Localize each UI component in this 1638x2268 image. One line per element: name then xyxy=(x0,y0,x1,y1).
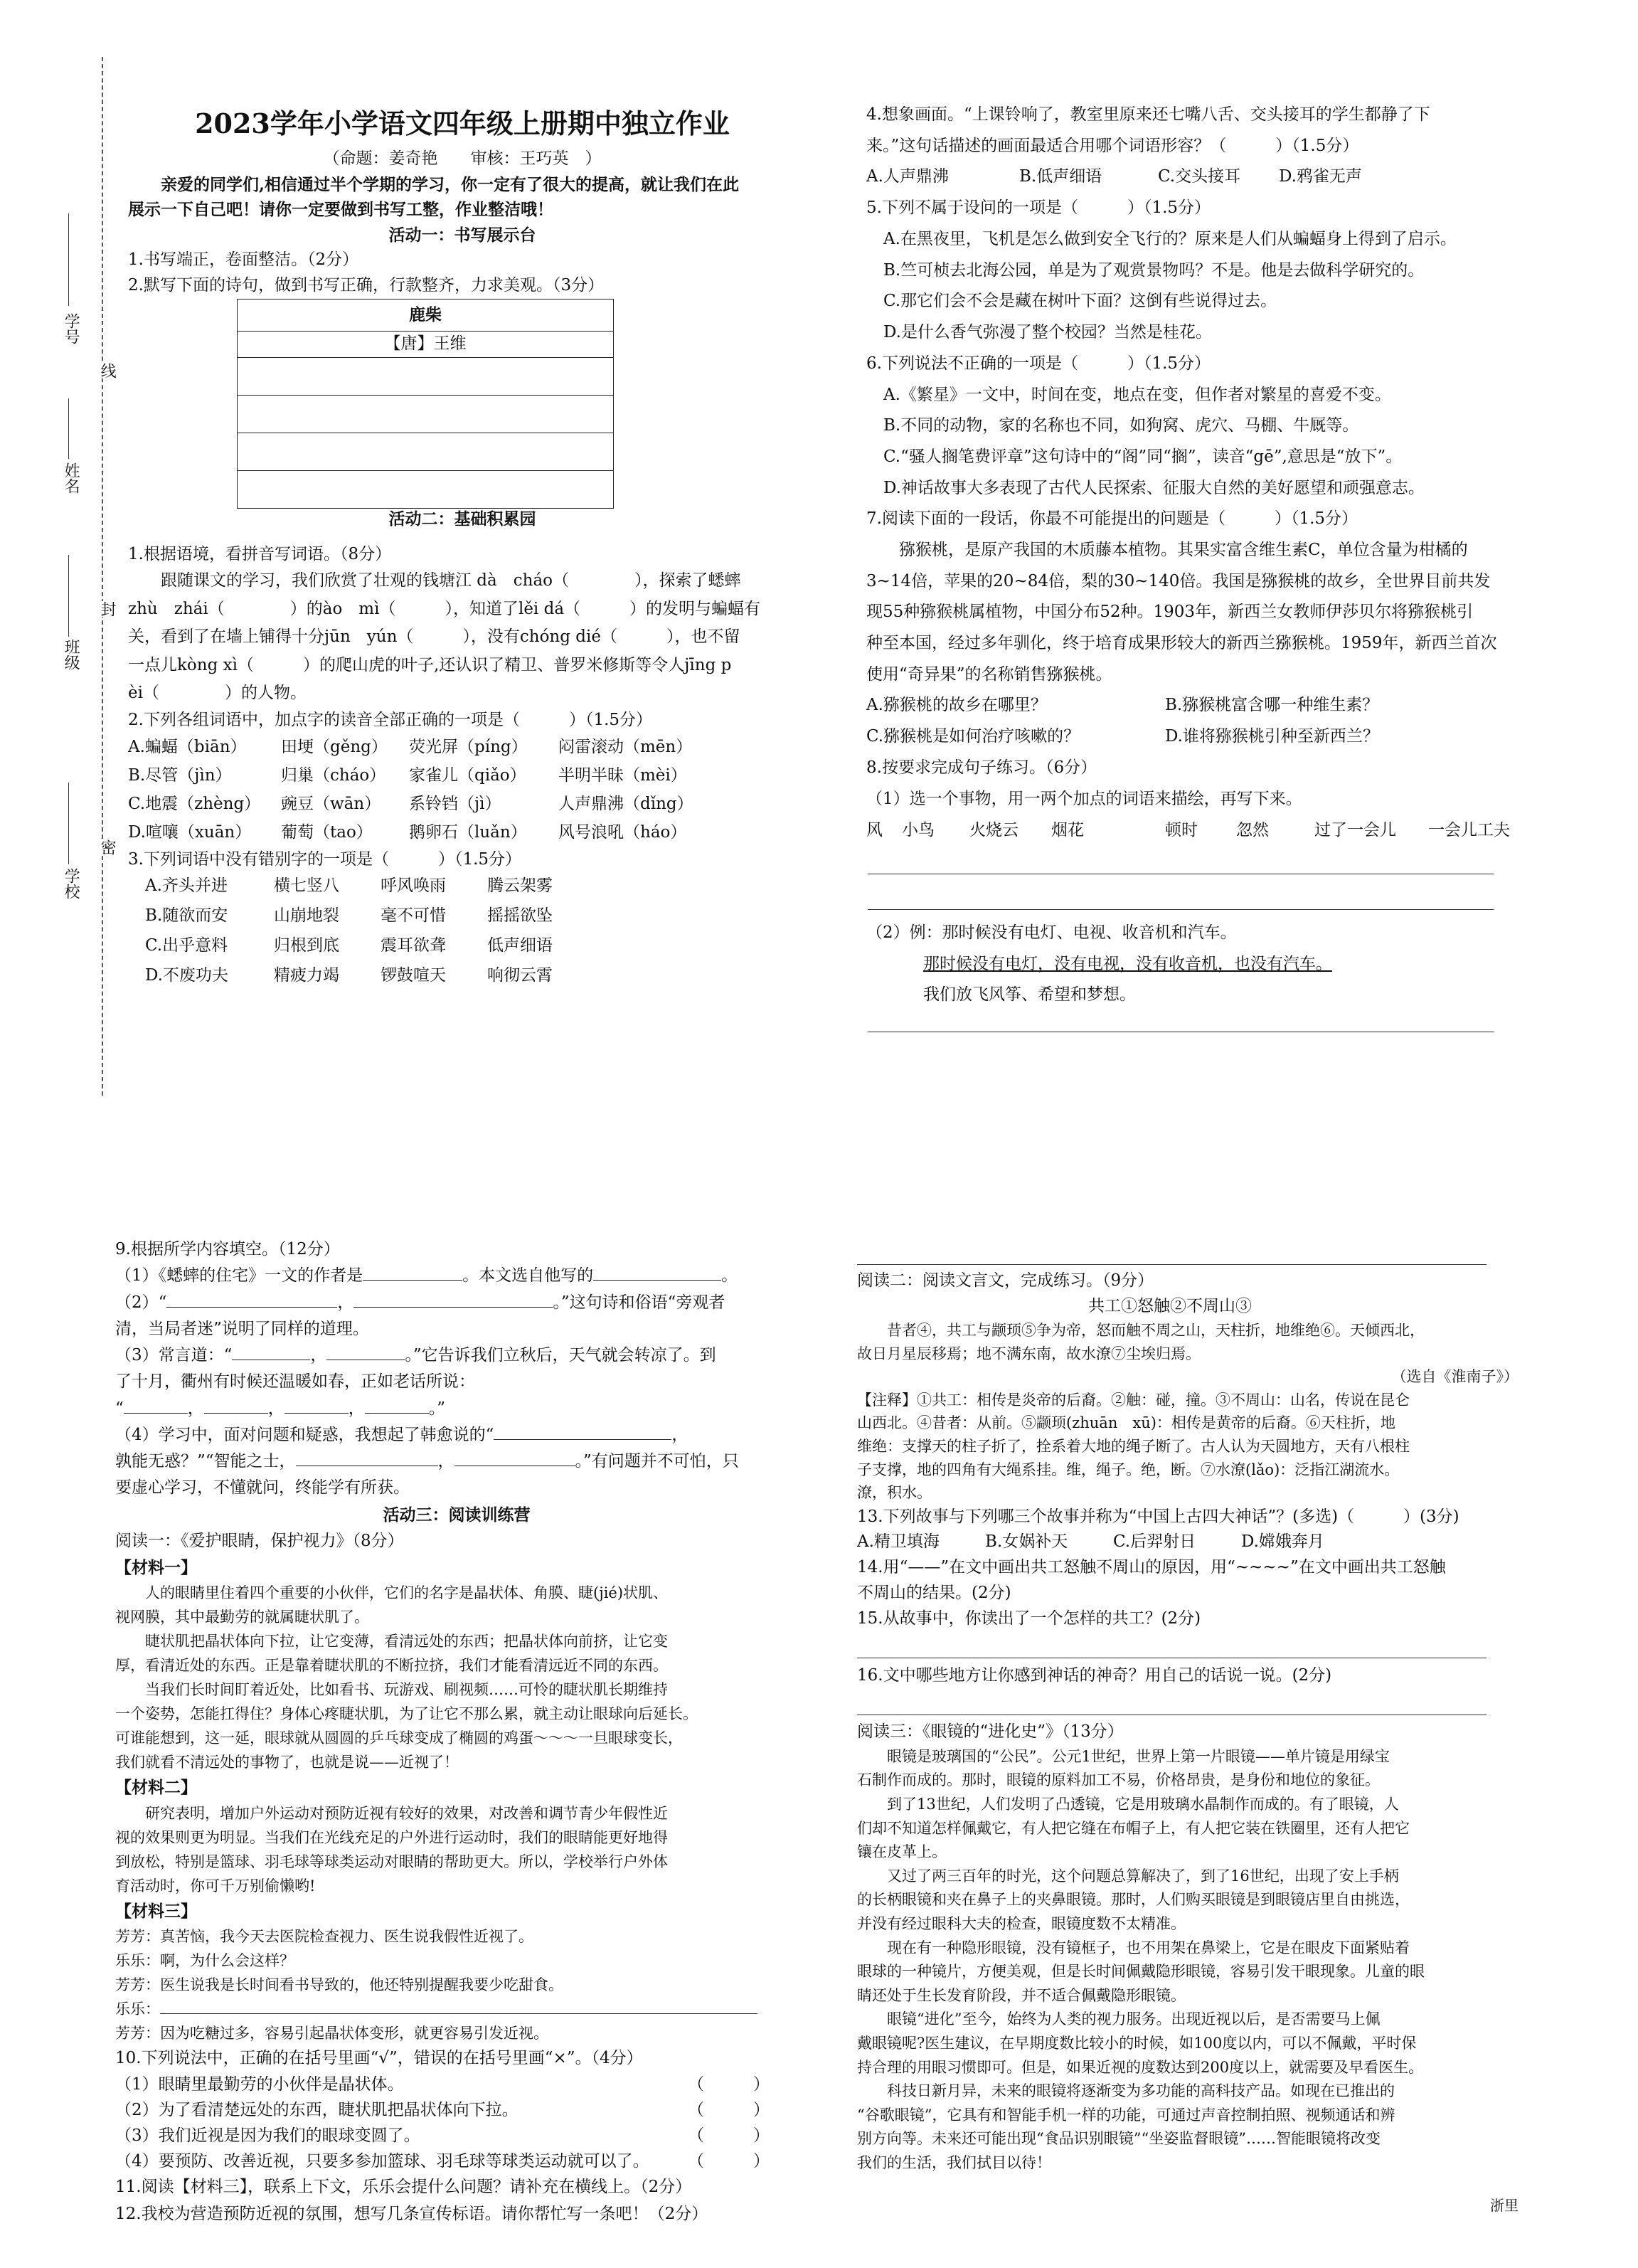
material-2-label: 【材料二】 xyxy=(115,1778,197,1798)
material-line: 研究表明，增加户外运动对预防近视有较好的效果，对改善和调节青少年假性近 xyxy=(145,1804,668,1822)
option-word: 半明半昧（mèi） xyxy=(558,765,687,785)
kiwi-passage-line: 现55种猕猴桃属植物，中国分布52种。1903年，新西兰女教师伊莎贝尔将猕猴桃引 xyxy=(866,603,1474,622)
answer-line[interactable] xyxy=(868,909,1494,910)
option-word: 风号浪吼（háo） xyxy=(558,822,687,842)
passage-line: “谷歌眼镜”，它具有和智能手机一样的功能，可通过声音控制拍照、视频通话和辨 xyxy=(857,2106,1395,2124)
classical-text-source: （选自《淮南子》） xyxy=(1391,1368,1519,1386)
passage-line: 我们的生活，我们拭目以待！ xyxy=(857,2153,1051,2171)
fill-blank[interactable] xyxy=(160,2001,757,2014)
question-1: 1.书写端正，卷面整洁。（2分） xyxy=(128,250,359,270)
section-heading-2: 活动二：基础积累园 xyxy=(388,509,536,529)
material-2 xyxy=(115,1801,798,1898)
dialogue-line: 芳芳：真苦恼，我今天去医院检查视力、医生说我假性近视了。 xyxy=(115,1927,533,1945)
annotation-line: 维绝：支撑天的柱子折了，拴系着大地的绳子断了。古人认为天圆地方，天有八根柱 xyxy=(857,1438,1410,1456)
kiwi-passage-line: 猕猴桃，是原产我国的木质藤本植物。其果实富含维生素C，单位含量为柑橘的 xyxy=(899,540,1468,559)
option-a[interactable]: A.人声鼎沸 xyxy=(866,167,949,186)
passage-line: 眼镜是玻璃国的“公民”。公元1世纪，世界上第一片眼镜——单片镜是用绿宝 xyxy=(887,1747,1390,1765)
intro-line-1: 亲爱的同学们,相信通过半个学期的学习，你一定有了很大的提高，就让我们在此 xyxy=(161,174,740,194)
question-14-line-1: 14.用“——”在文中画出共工怒触不周山的原因，用“~~~~”在文中画出共工怒触 xyxy=(857,1558,1446,1577)
annotation xyxy=(857,1389,1533,1505)
option-word: 田埂（gěng） xyxy=(281,737,388,756)
word-item: 烟花 xyxy=(1051,820,1084,839)
classical-text-title: 共工①怒触②不周山③ xyxy=(1088,1296,1252,1315)
option-c[interactable]: C.地震（zhèng） xyxy=(128,794,261,813)
fill-blank[interactable] xyxy=(363,1264,462,1281)
pinyin-line: zhù zhái（ ）的ào mì（ ），知道了lěi dá（ ）的发明与蝙蝠有 xyxy=(128,599,761,618)
option-word: 葡萄（tao） xyxy=(281,822,373,842)
option-a[interactable]: A.齐头并进 xyxy=(145,876,228,896)
option-row xyxy=(128,790,797,819)
material-line: 视网膜，其中最勤劳的就属睫状肌了。 xyxy=(115,1609,369,1626)
section-2 xyxy=(128,507,797,992)
option-row xyxy=(128,902,797,932)
q9-text: 要虚心学习，不懂就问，终能学有所获。 xyxy=(115,1478,410,1498)
q9-text: 。”它告诉我们立秋后，天气就会转凉了。到 xyxy=(405,1346,716,1364)
classical-text-line: 昔者④，共工与颛顼⑤争为帝，怒而触不周之山，天柱折，地维绝⑥。天倾西北， xyxy=(887,1322,1425,1340)
option-b[interactable]: B.竺可桢去北海公园，单是为了观赏景物吗？不是。他是去做科学研究的。 xyxy=(883,260,1425,280)
material-line: 到放松，特别是篮球、羽毛球等球类运动对眼睛的帮助更大。所以，学校举行户外体 xyxy=(115,1853,668,1870)
s2-question-2: 2.下列各组词语中，加点字的读音全部正确的一项是（ ）（1.5分） xyxy=(128,711,653,730)
margin-blank-xingming xyxy=(68,398,69,459)
option-d[interactable]: D.不废功夫 xyxy=(145,966,228,985)
q9-text: （4）学习中，面对问题和疑惑，我想起了韩愈说的“ xyxy=(115,1425,494,1444)
option-row xyxy=(128,962,797,992)
option-c[interactable]: C.那它们会不会是藏在树叶下面？这倒有些说得过去。 xyxy=(883,292,1277,311)
fill-blank[interactable] xyxy=(494,1424,671,1440)
option-b[interactable]: B.女娲补天 xyxy=(985,1532,1068,1552)
annotation-line: 潦，积水。 xyxy=(857,1484,932,1502)
material-3 xyxy=(115,1924,798,2045)
passage-line: 眼球的一种镜片，方便美观，但是长时间佩戴隐形眼镜，容易引发干眼现象。儿童的眼 xyxy=(857,1963,1425,1981)
option-word: 归根到底 xyxy=(274,936,339,955)
q9-text: ， xyxy=(310,1346,327,1364)
option-b[interactable]: B.低声细语 xyxy=(1019,167,1102,186)
passage-line: 戴眼镜呢?医生建议，在早期度数比较小的时候，如100度以内，可以不佩戴，平时保 xyxy=(857,2034,1417,2052)
pinyin-line: 一点儿kòng xì（ ）的爬山虎的叶子,还认识了精卫、普罗米修斯等令人jīng p xyxy=(128,655,732,674)
q8-word-bank xyxy=(866,815,1578,847)
s2-question-1: 1.根据语境，看拼音写词语。（8分） xyxy=(128,544,392,563)
margin-label-xuehao: 学号 xyxy=(62,313,80,344)
reading-3-title: 阅读三：《眼镜的“进化史”》（13分） xyxy=(857,1722,1124,1741)
option-c[interactable]: C.后羿射日 xyxy=(1113,1532,1196,1552)
option-b[interactable]: B.不同的动物，家的名称也不同，如狗窝、虎穴、马棚、牛厩等。 xyxy=(883,416,1359,435)
q9-text: 了十月，衢州有时候还温暖如春，正如老话所说： xyxy=(115,1372,475,1392)
fill-blank[interactable] xyxy=(454,1450,575,1466)
judge-item: （3）我们近视是因为我们的眼球变圆了。 xyxy=(115,2126,420,2146)
question-4-line-1: 4.想象画面。“上课铃响了，教室里原来还七嘴八舌、交头接耳的学生都静了下 xyxy=(866,105,1430,124)
option-d[interactable]: D.鸦雀无声 xyxy=(1279,167,1362,186)
passage-line: 们却不知道怎样佩戴它，有人把它缝在布帽子上，有人把它装在铁圈里，还有人把它 xyxy=(857,1819,1410,1837)
q2-options xyxy=(128,733,797,847)
fill-blank[interactable] xyxy=(232,1344,310,1360)
word-item: 小鸟 xyxy=(902,820,935,839)
option-a[interactable]: A.蝙蝠（biān） xyxy=(128,737,247,756)
question-4-line-2: 来。”这句话描述的画面最适合用哪个词语形容？（ ）（1.5分） xyxy=(866,136,1359,155)
word-item: 忽然 xyxy=(1236,820,1269,839)
poem-title: 鹿柴 xyxy=(238,300,614,332)
option-word: 腾云架雾 xyxy=(487,876,553,896)
judge-row xyxy=(115,2148,798,2174)
passage-line: 别方向等。未来还可能出现“食品识别眼镜”“坐姿监督眼镜”……智能眼镜将改变 xyxy=(857,2130,1381,2148)
poem-line-blank[interactable] xyxy=(238,358,614,396)
q7-options-row xyxy=(866,690,1578,721)
option-d[interactable]: D.是什么香气弥漫了整个校园？当然是桂花。 xyxy=(883,323,1212,342)
question-6: 6.下列说法不正确的一项是（ ）（1.5分） xyxy=(866,354,1211,373)
section-heading-3: 活动三：阅读训练营 xyxy=(383,1505,531,1525)
option-c[interactable]: C.“骚人搁笔费评章”这句诗中的“阁”同“搁”，读音“gē”,意思是“放下”。 xyxy=(883,447,1403,466)
poem-line-blank[interactable] xyxy=(238,396,614,433)
material-line: 当我们长时间盯着近处，比如看书、玩游戏、刷视频……可怜的睫状肌长期维持 xyxy=(145,1681,668,1699)
option-word: 归巢（cháo） xyxy=(281,765,386,785)
answer-bracket[interactable]: （ ） xyxy=(688,2101,770,2120)
question-10: 10.下列说法中，正确的在括号里画“√”，错误的在括号里画“×”。（4分） xyxy=(115,2049,643,2068)
q8-sentence: 我们放飞风筝、希望和梦想。 xyxy=(923,985,1136,1005)
q9-item-3-blanks: “ ， ， ， 。” xyxy=(115,1396,798,1422)
question-15: 15.从故事中，你读出了一个怎样的共工？(2分) xyxy=(857,1609,1201,1628)
dialogue-line: 芳芳：医生说我是长时间看书导致的，他还特别提醒我要少吃甜食。 xyxy=(115,1976,563,1993)
passage-line: 又过了两三百年的时光，这个问题总算解决了，到了16世纪，出现了安上手柄 xyxy=(887,1867,1399,1885)
passage-line: 到了13世纪，人们发明了凸透镜，它是用玻璃水晶制作而成的。有了眼镜，人 xyxy=(887,1795,1399,1813)
option-a[interactable]: A.精卫填海 xyxy=(857,1532,940,1552)
option-d[interactable]: D.喧嚷（xuān） xyxy=(128,822,252,842)
kiwi-passage-line: 种至本国，经过多年驯化，终于培育成果形较大的新西兰猕猴桃。1959年，新西兰首次 xyxy=(866,634,1497,652)
material-line: 人的眼睛里住着四个重要的小伙伴，它们的名字是晶状体、角膜、睫(jié)状肌、 xyxy=(145,1584,669,1602)
passage-line: 现在有一种隐形眼镜，没有镜框子，也不用架在鼻梁上，它是在眼皮下面紧贴着 xyxy=(887,1939,1410,1956)
word-item: 火烧云 xyxy=(969,820,1019,839)
kiwi-passage-line: 3~14倍，苹果的20~84倍，梨的30~140倍。我国是猕猴桃的故乡，全世界目前共发 xyxy=(866,571,1491,590)
q9-text: 清，当局者迷”说明了同样的道理。 xyxy=(115,1319,369,1338)
q9-item-4 xyxy=(115,1422,798,1448)
intro-line-2: 展示一下自己吧！请你一定要做到书写工整，作业整洁哦！ xyxy=(128,200,553,220)
option-word: 鹅卵石（luǎn） xyxy=(409,822,527,842)
margin-label-xingming: 姓名 xyxy=(62,462,80,494)
fill-blank[interactable] xyxy=(204,1397,268,1414)
q13-options xyxy=(857,1530,1533,1555)
option-d[interactable]: D.嫦娥奔月 xyxy=(1241,1532,1324,1552)
option-row xyxy=(128,762,797,790)
fill-blank[interactable] xyxy=(284,1397,349,1414)
option-c[interactable]: C.出乎意料 xyxy=(145,936,228,955)
q9-text: （2）“ xyxy=(115,1293,167,1312)
question-7: 7.阅读下面的一段话，你最不可能提出的问题是（ ）（1.5分） xyxy=(866,509,1358,529)
judge-item: （2）为了看清楚远处的东西，睫状肌把晶状体向下拉。 xyxy=(115,2101,518,2120)
q9-text: 。”这句诗和俗语“旁观者 xyxy=(553,1293,725,1312)
option-row xyxy=(128,819,797,847)
q9-item-2 xyxy=(115,1290,798,1316)
section-heading-1: 活动一：书写展示台 xyxy=(388,225,536,245)
q9-text: 。”有问题并不可怕，只 xyxy=(575,1452,739,1471)
question-9: 9.根据所学内容填空。（12分） xyxy=(115,1240,340,1258)
reading-2-title: 阅读二：阅读文言文，完成练习。（9分） xyxy=(857,1271,1154,1290)
q9-text: （3）常言道：“ xyxy=(115,1346,233,1364)
dialogue-line: 芳芳：因为吃糖过多，容易引起晶状体变形，就更容易引发近视。 xyxy=(115,2025,548,2042)
option-word: 低声细语 xyxy=(487,936,553,955)
answer-bracket[interactable]: （ ） xyxy=(688,2075,770,2094)
question-2: 2.默写下面的诗句，做到书写正确，行款整齐，力求美观。（3分） xyxy=(128,276,605,295)
q8-example: （2）例：那时候没有电灯、电视、收音机和汽车。 xyxy=(866,923,1237,942)
word-item: 顿时 xyxy=(1165,820,1198,839)
classical-text-line: 故日月星辰移焉；地不满东南，故水潦⑦尘埃归焉。 xyxy=(857,1345,1201,1362)
option-word: 摇摇欲坠 xyxy=(487,906,553,926)
dialogue-line: 乐乐：啊，为什么会这样？ xyxy=(115,1951,294,1969)
q9-item-4b xyxy=(115,1448,798,1475)
fill-blank[interactable] xyxy=(353,1291,553,1308)
material-3-label: 【材料三】 xyxy=(115,1901,197,1921)
annotation-line: 山西北。④昔者：从前。⑤颛顼(zhuān xū)：相传是黄帝的后裔。⑥天柱折，地 xyxy=(857,1414,1395,1432)
question-12: 12.我校为营造预防近视的氛围，想写几条宣传标语。请你帮忙写一条吧！（2分） xyxy=(115,2204,708,2223)
passage-line: 持合理的用眼习惯即可。但是，如果近视的度数达到200度以上，就需要及早看医生。 xyxy=(857,2058,1424,2076)
option-word: 系铃铛（jì） xyxy=(409,794,501,813)
option-word: 毫不可惜 xyxy=(381,906,446,926)
page-title: 2023学年小学语文四年级上册期中独立作业 xyxy=(195,107,730,139)
option-b[interactable]: B.随欲而安 xyxy=(145,906,228,926)
answer-line[interactable] xyxy=(857,1264,1487,1265)
option-word: 闷雷滚动（mēn） xyxy=(558,737,693,756)
passage-line: 石制作而成的。那时，眼镜的原料加工不易，价格昂贵，是身份和地位的象征。 xyxy=(857,1771,1380,1789)
kiwi-passage-line: 使用“奇异果”的名称销售猕猴桃。 xyxy=(866,664,1112,684)
material-line: 视的效果则更为明显。当我们在光线充足的户外进行运动时，我们的眼睛能更好地得 xyxy=(115,1828,668,1846)
passage-line: 科技日新月异，未来的眼镜将逐渐变为多功能的高科技产品。如现在已推出的 xyxy=(887,2082,1395,2100)
reading-3 xyxy=(857,1719,1533,2175)
q4-options xyxy=(866,161,1578,193)
glasses-passage xyxy=(857,1745,1533,2176)
judge-row xyxy=(115,2072,798,2097)
bottom-right-column-2 xyxy=(857,1663,1533,1689)
fill-blank[interactable] xyxy=(365,1397,429,1414)
option-d[interactable]: D.神话故事大多表现了古代人民探索、征服大自然的美好愿望和顽强意志。 xyxy=(883,478,1425,497)
credits: （命题：姜奇艳 审核：王巧英 ） xyxy=(323,149,602,168)
option-d[interactable]: D.谁将猕猴桃引种至新西兰？ xyxy=(1165,727,1379,746)
judge-row xyxy=(115,2097,798,2123)
word-item: 过了一会儿 xyxy=(1314,820,1396,839)
material-line: 睫状肌把晶状体向下拉，让它变薄，看清远处的东西；把晶状体向前挤，让它变 xyxy=(145,1633,668,1650)
option-word: 呼风唤雨 xyxy=(381,876,446,896)
option-word: 人声鼎沸（dǐng） xyxy=(558,794,693,813)
material-line: 一个姿势，怎能扛得住？身体心疼睫状肌，为了让它不那么累，就主动让眼球向后延长。 xyxy=(115,1705,698,1723)
q9-text: ， xyxy=(437,1452,454,1471)
option-word: 家雀儿（qiǎo） xyxy=(409,765,526,785)
q8-part-1: （1）选一个事物，用一两个加点的词语来描绘，再写下来。 xyxy=(866,790,1302,809)
passage-line: 的长柄眼镜和夹在鼻子上的夹鼻眼镜。那时，人们购买眼镜是到眼镜店里自由挑选， xyxy=(857,1891,1410,1909)
q9-text: ， xyxy=(337,1293,354,1312)
judge-item: （1）眼睛里最勤劳的小伙伴是晶状体。 xyxy=(115,2075,404,2094)
option-row xyxy=(128,932,797,962)
option-word: 荧光屏（píng） xyxy=(409,737,528,756)
option-a[interactable]: A.在黑夜里，飞机是怎么做到安全飞行的？原来是人们从蝙蝠身上得到了启示。 xyxy=(883,230,1457,249)
option-b[interactable]: B.猕猴桃富含哪一种维生素？ xyxy=(1165,696,1379,715)
option-word: 山崩地裂 xyxy=(274,906,339,926)
material-line: 厚，看清近处的东西。正是靠着睫状肌的不断拉挤，我们才能看清远近不同的东西。 xyxy=(115,1657,668,1675)
option-a[interactable]: A.猕猴桃的故乡在哪里？ xyxy=(866,696,1047,715)
question-8: 8.按要求完成句子练习。（6分） xyxy=(866,758,1097,778)
word-item: 一会儿工夫 xyxy=(1428,820,1510,839)
seal-cut-line xyxy=(102,57,103,1096)
fill-blank[interactable] xyxy=(124,1397,188,1414)
fill-blank[interactable] xyxy=(166,1291,337,1308)
fill-blank[interactable] xyxy=(593,1264,721,1281)
option-word: 响彻云霄 xyxy=(487,966,553,985)
q8-example-answer: 那时候没有电灯，没有电视，没有收音机，也没有汽车。 xyxy=(923,954,1332,973)
option-word: 豌豆（wān） xyxy=(281,794,381,813)
passage-line: 眼镜“进化”至今，始终为人类的视力服务。出现近视以后，是否需要马上佩 xyxy=(887,2010,1381,2028)
option-row xyxy=(128,872,797,902)
option-a[interactable]: A.《繁星》一文中，时间在变，地点在变，但作者对繁星的喜爱不变。 xyxy=(883,385,1391,404)
material-line: 育活动时，你可千万别偷懒哟! xyxy=(115,1877,316,1895)
bottom-left-column xyxy=(115,1236,798,2227)
margin-blank-banji xyxy=(68,555,69,637)
option-word: 精疲力竭 xyxy=(274,966,339,985)
material-line: 可谁能想到，这一延，眼球就从圆圆的乒乓球变成了椭圆的鸡蛋～～～一旦眼球变长， xyxy=(115,1729,683,1747)
bottom-right-column xyxy=(857,1268,1533,1631)
question-13: 13.下列故事与下列哪三个故事并称为“中国上古四大神话”？(多选)（ ）(3分) xyxy=(857,1507,1459,1526)
margin-label-banji: 班级 xyxy=(62,639,80,670)
passage-line: 睛还处于生长发育阶段，并不适合佩戴隐形眼镜。 xyxy=(857,1986,1186,2004)
margin-label-xuexiao: 学校 xyxy=(62,868,80,899)
fill-blank[interactable] xyxy=(326,1344,405,1360)
option-c[interactable]: C.交头接耳 xyxy=(1158,167,1241,186)
option-word: 横七竖八 xyxy=(274,876,339,896)
material-line: 我们就看不清远处的事物了，也就是说——近视了！ xyxy=(115,1754,459,1771)
pinyin-line: 跟随课文的学习，我们欣赏了壮观的钱塘江 dà cháo（ ），探索了蟋蟀 xyxy=(161,571,741,590)
dialogue-line: 乐乐： xyxy=(115,2000,160,2018)
material-1 xyxy=(115,1581,798,1774)
annotation-line: 【注释】①共工：相传是炎帝的后裔。②触：碰，撞。③不周山：山名，传说在昆仑 xyxy=(857,1391,1410,1409)
reading-1-title: 阅读一：《爱护眼睛，保护视力》（8分） xyxy=(115,1531,404,1550)
pinyin-line: 关，看到了在墙上铺得十分jūn yún（ ），没有chóng dié（ ），也不留 xyxy=(128,627,740,647)
q9-text: 孰能无惑？”“智能之士， xyxy=(115,1452,296,1471)
q9-item-1: （1）《蟋蟀的住宅》一文的作者是 。本文选自他写的 。 xyxy=(115,1263,798,1289)
option-word: 震耳欲聋 xyxy=(381,936,446,955)
footer-mark: 浙里 xyxy=(1490,2197,1519,2214)
top-left-column xyxy=(128,103,797,299)
option-word: 锣鼓喧天 xyxy=(381,966,446,985)
pinyin-line: èi（ ）的人物。 xyxy=(128,684,307,703)
q9-text: （1）《蟋蟀的住宅》一文的作者是 xyxy=(115,1266,363,1286)
passage-line: 并没有经过眼科大夫的检查，眼镜度数不太精准。 xyxy=(857,1914,1186,1932)
material-1-label: 【材料一】 xyxy=(115,1558,197,1577)
poem-line-blank[interactable] xyxy=(238,471,614,509)
margin-blank-xuehao xyxy=(68,213,69,306)
q9-item-3 xyxy=(115,1342,798,1369)
annotation-line: 子支撑，地的四角有大绳系挂。维，绳子。绝，断。⑦水潦(lǎo)：泛指江湖流水。 xyxy=(857,1461,1400,1478)
word-item: 风 xyxy=(866,820,883,839)
poem-line-blank[interactable] xyxy=(238,433,614,471)
option-c[interactable]: C.猕猴桃是如何治疗咳嗽的？ xyxy=(866,727,1080,746)
question-16: 16.文中哪些地方让你感到神话的神奇？用自己的话说一说。(2分) xyxy=(857,1666,1332,1685)
margin-blank-xuexiao xyxy=(68,783,69,864)
q9-text: 。本文选自他写的 xyxy=(462,1266,594,1286)
q3-options xyxy=(128,872,797,992)
q8-part-2 xyxy=(866,913,1332,1011)
poem-writing-grid xyxy=(237,299,614,509)
option-b[interactable]: B.尽管（jìn） xyxy=(128,765,232,785)
q7-options-row xyxy=(866,721,1578,753)
q9-text: ， xyxy=(671,1425,688,1444)
option-row xyxy=(128,733,797,762)
fill-blank[interactable] xyxy=(296,1450,438,1466)
s2-question-3: 3.下列词语中没有错别字的一项是（ ）（1.5分） xyxy=(128,849,522,869)
judge-row xyxy=(115,2123,798,2148)
question-11: 11.阅读【材料三】，联系上下文，乐乐会提什么问题？请补充在横线上。（2分） xyxy=(115,2178,692,2197)
answer-bracket[interactable]: （ ） xyxy=(688,2152,770,2171)
judge-item: （4）要预防、改善近视，只要多参加篮球、羽毛球等球类运动就可以了。 xyxy=(115,2152,649,2171)
margin-char-xian: 线 xyxy=(95,363,119,378)
top-right-column xyxy=(866,100,1578,847)
margin-char-mi: 密 xyxy=(95,839,119,855)
question-14-line-2: 不周山的结果。(2分) xyxy=(857,1583,1011,1602)
question-5: 5.下列不属于设问的一项是（ ）（1.5分） xyxy=(866,198,1211,218)
margin-char-feng: 封 xyxy=(95,601,119,617)
passage-line: 镶在皮革上。 xyxy=(857,1843,947,1861)
answer-bracket[interactable]: （ ） xyxy=(688,2126,770,2146)
poem-author: 【唐】王维 xyxy=(238,332,614,358)
